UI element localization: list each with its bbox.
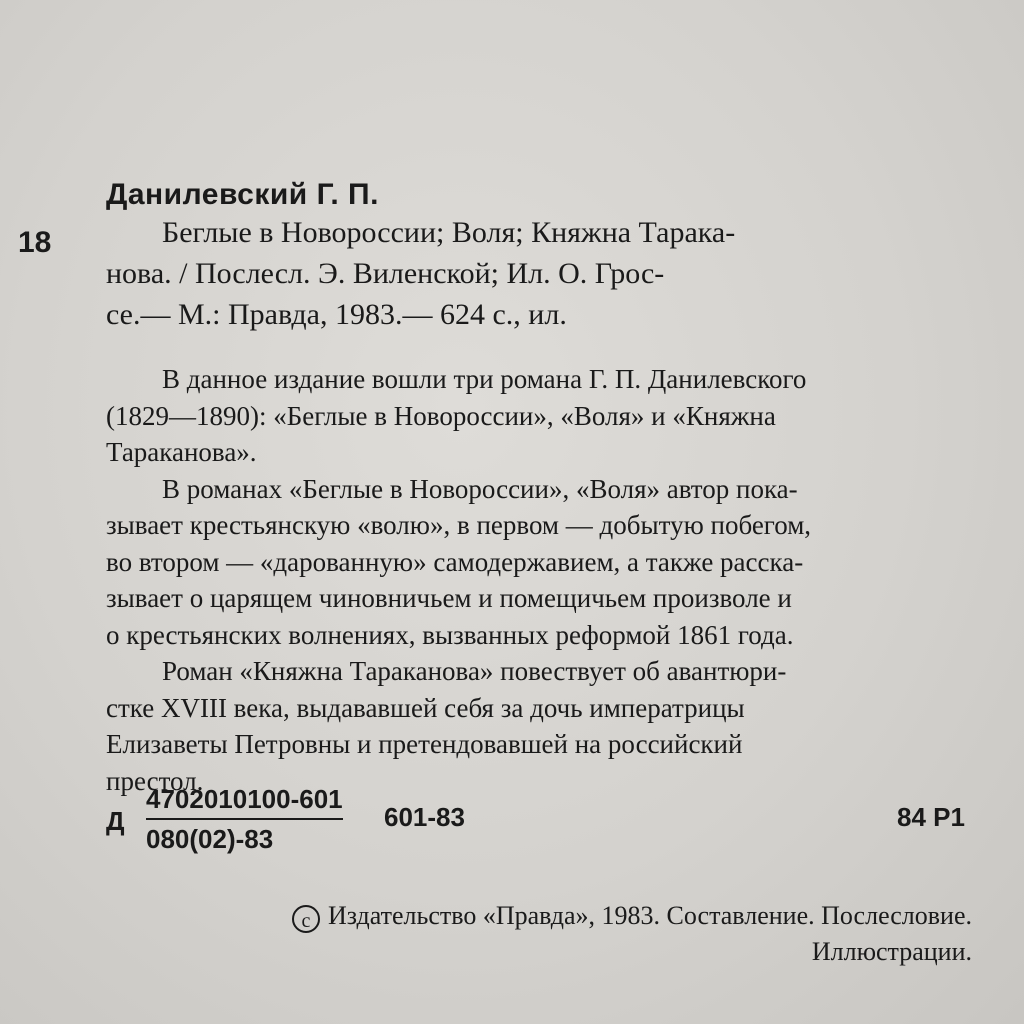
author-heading: Данилевский Г. П. [106, 178, 379, 211]
classification-code: 84 Р1 [897, 802, 965, 832]
annotation-line: о крестьянских волнениях, вызванных реформой 1861 года. [106, 619, 794, 650]
annotation-line: зывает о царящем чиновничьем и помещичьем произволе и [106, 583, 792, 613]
annotation-line: престол. [106, 765, 204, 796]
annotation-line: Елизаветы Петровны и претендовавшей на российский [106, 729, 743, 759]
annotation-line: Тараканова». [106, 437, 257, 467]
code-suffix: 601-83 [384, 802, 465, 832]
annotation-line: (1829—1890): «Беглые в Новороссии», «Воля» и «Княжна [106, 400, 776, 431]
annotation-line: В романах «Беглые в Новороссии», «Воля» автор пока- [162, 473, 798, 504]
code-fraction [146, 784, 343, 855]
annotation-line: Роман «Княжна Тараканова» повествует об авантюри- [162, 656, 787, 686]
catalog-index: 18 [18, 226, 52, 259]
bibliographic-description [106, 212, 976, 335]
biblio-line: нова. / Послесл. Э. Виленской; Ил. О. Грос- [106, 257, 665, 290]
annotation-line: В данное издание вошли три романа Г. П. Данилевского [162, 364, 807, 394]
biblio-line: се.— М.: Правда, 1983.— 624 с., ил. [106, 298, 567, 331]
copyright-line [180, 898, 972, 934]
biblio-line: Беглые в Новороссии; Воля; Княжна Тарака- [162, 216, 736, 249]
annotation-line: во втором — «дарованную» самодержавием, а также расска- [106, 546, 804, 577]
copyright-line-1: Издательство «Правда», 1983. Составление. Послесловие. [327, 901, 972, 930]
annotation-line: зывает крестьянскую «волю», в первом — добытую побегом, [106, 510, 812, 540]
annotation-text [106, 361, 976, 799]
code-numerator: 4702010100-601 [146, 784, 343, 820]
annotation-line: стке XVIII века, выдававшей себя за дочь императрицы [106, 692, 745, 723]
copyright-line-2: Иллюстрации. [811, 937, 972, 966]
copyright-icon: c [292, 905, 320, 933]
code-letter: Д [106, 806, 125, 836]
copyright-notice [180, 898, 972, 970]
code-denominator: 080(02)-83 [146, 824, 274, 854]
